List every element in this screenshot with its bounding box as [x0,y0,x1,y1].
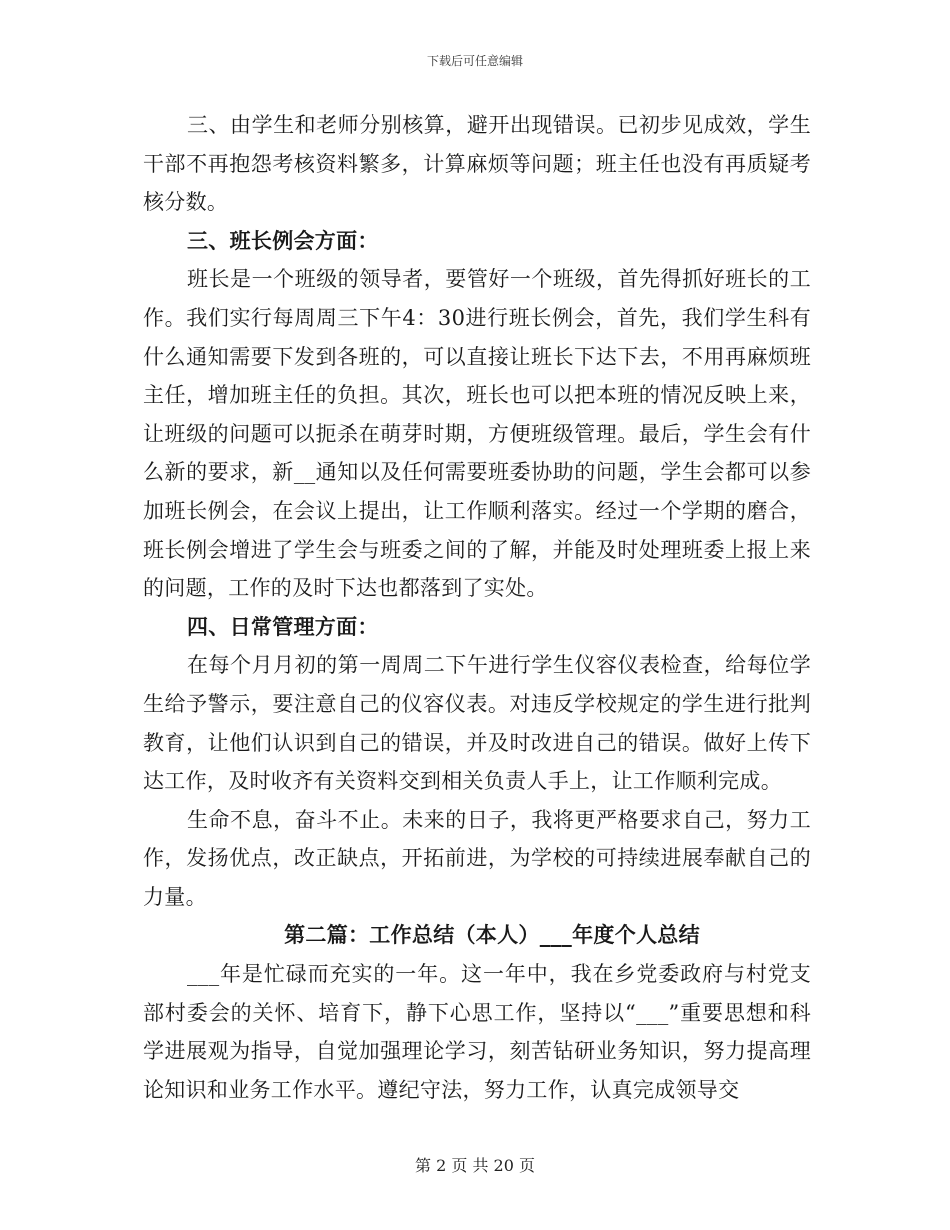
section-heading-class-monitor-meeting: 三、班长例会方面： [187,227,379,253]
paragraph-conclusion: 生命不息，奋斗不止。未来的日子，我将更严格要求自己，努力工作，发扬优点，改正缺点，开拓前进，为学校的可持续进展奉献自己的力量。 [143,807,811,909]
document-body [143,106,811,1109]
section-heading-daily-management: 四、日常管理方面： [187,613,379,639]
paragraph-class-monitor-meeting: 班长是一个班级的领导者，要管好一个班级，首先得抓好班长的工作。我们实行每周周三下午4：30进行班长例会，首先，我们学生科有什么通知需要下发到各班的，可以直接让班长下达下去，不用再麻烦班主任，增加班主任的负担。其次，班长也可以把本班的情况反映上来，让班级的问题可以扼杀在萌芽时期，方便班级管理。最后，学生会有什么新的要求，新__通知以及任何需要班委协助的问题，学生会都可以参加班长例会，在会议上提出，让工作顺利落实。经过一个学期的磨合，班长例会增进了学生会与班委之间的了解，并能及时处理班委上报上来的问题，工作的及时下达也都落到了实处。 [143,267,811,601]
page-number: 第 2 页 共 20 页 [415,1156,535,1175]
paragraph-annual-summary: ___年是忙碌而充实的一年。这一年中，我在乡党委政府与村党支部村委会的关怀、培育下，静下心思工作，坚持以“___”重要思想和科学进展观为指导，自觉加强理论学习，刻苦钻研业务知识，努力提高理论知识和业务工作水平。遵纪守法，努力工作，认真完成领导交 [143,962,811,1102]
paragraph-daily-management: 在每个月月初的第一周周二下午进行学生仪容仪表检查，给每位学生给予警示，要注意自己的仪容仪表。对违反学校规定的学生进行批判教育，让他们认识到自己的错误，并及时改进自己的错误。做好上传下达工作，及时收齐有关资料交到相关负责人手上，让工作顺利完成。 [143,653,811,794]
page-header: 下载后可任意编辑 [426,54,523,68]
chapter-title-part-two: 第二篇：工作总结（本人）___年度个人总结 [284,922,700,948]
paragraph-verification: 三、由学生和老师分别核算，避开出现错误。已初步见成效，学生干部不再抱怨考核资料繁多，计算麻烦等问题；班主任也没有再质疑考核分数。 [143,113,811,215]
